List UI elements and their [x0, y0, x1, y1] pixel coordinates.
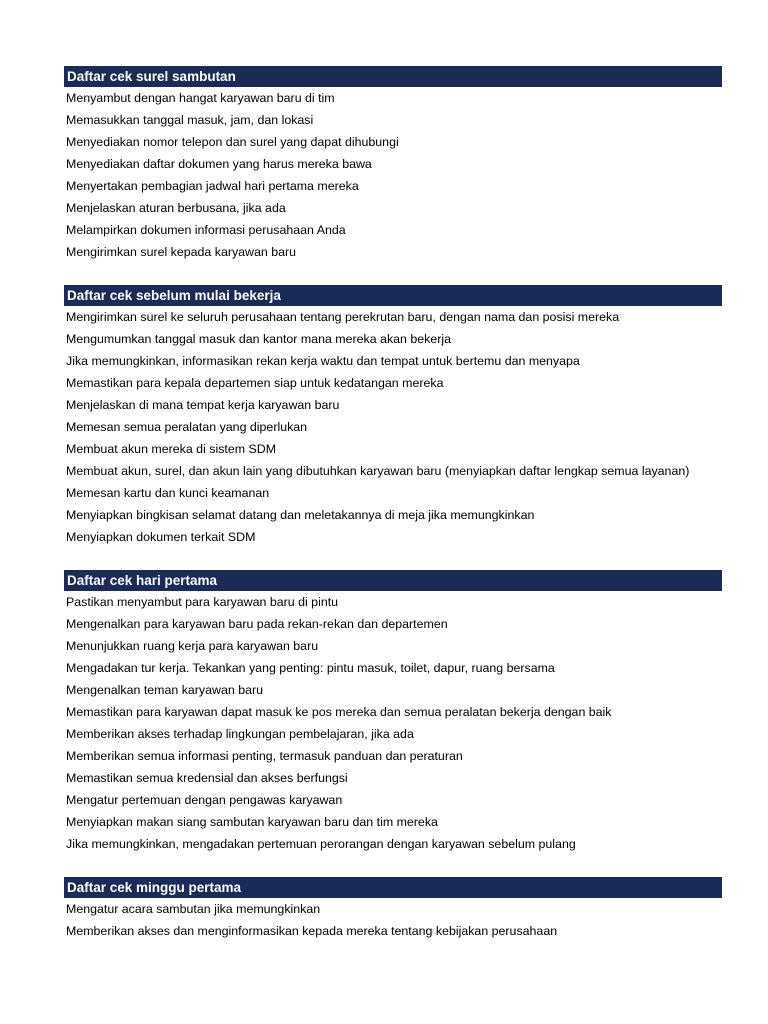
checklist-item: Memastikan para karyawan dapat masuk ke pos mereka dan semua peralatan bekerja dengan baik: [66, 705, 612, 719]
checklist-item: Memastikan semua kredensial dan akses berfungsi: [66, 771, 348, 785]
section-header: Daftar cek hari pertama: [64, 570, 722, 591]
checklist-item: Menjelaskan aturan berbusana, jika ada: [66, 201, 286, 215]
section-spacer: [64, 855, 722, 877]
checklist-item: Membuat akun mereka di sistem SDM: [66, 442, 277, 456]
section-before-start: [64, 285, 722, 548]
checklist-item: Jika memungkinkan, mengadakan pertemuan perorangan dengan karyawan sebelum pulang: [66, 837, 576, 851]
checklist-item: Memesan semua peralatan yang diperlukan: [66, 420, 308, 434]
checklist-item: Menyambut dengan hangat karyawan baru di tim: [66, 91, 335, 105]
checklist-item: Mengumumkan tanggal masuk dan kantor mana mereka akan bekerja: [66, 332, 452, 346]
checklist-item: Memasukkan tanggal masuk, jam, dan lokasi: [66, 113, 314, 127]
checklist-item: Menyiapkan dokumen terkait SDM: [66, 530, 256, 544]
checklist-item: Mengenalkan para karyawan baru pada rekan-rekan dan departemen: [66, 617, 448, 631]
section-spacer: [64, 263, 722, 285]
checklist-item: Menunjukkan ruang kerja para karyawan baru: [66, 639, 319, 653]
checklist-item: Mengadakan tur kerja. Tekankan yang penting: pintu masuk, toilet, dapur, ruang bersama: [66, 661, 555, 675]
section-first-day: [64, 570, 722, 855]
checklist-item: Menyediakan nomor telepon dan surel yang dapat dihubungi: [66, 135, 399, 149]
checklist-item: Mengatur acara sambutan jika memungkinkan: [66, 902, 321, 916]
section-header: Daftar cek minggu pertama: [64, 877, 722, 898]
checklist-item: Membuat akun, surel, dan akun lain yang dibutuhkan karyawan baru (menyiapkan daftar lengkap semua layanan): [66, 464, 690, 478]
checklist-document: [64, 66, 722, 942]
section-first-week: [64, 877, 722, 942]
checklist-item: Mengenalkan teman karyawan baru: [66, 683, 263, 697]
checklist-item: Memastikan para kepala departemen siap untuk kedatangan mereka: [66, 376, 444, 390]
checklist-item: Jika memungkinkan, informasikan rekan kerja waktu dan tempat untuk bertemu dan menyapa: [66, 354, 580, 368]
checklist-items: [64, 87, 722, 263]
checklist-item: Memesan kartu dan kunci keamanan: [66, 486, 270, 500]
section-welcome-email: [64, 66, 722, 263]
checklist-item: Memberikan semua informasi penting, termasuk panduan dan peraturan: [66, 749, 463, 763]
checklist-item: Memberikan akses terhadap lingkungan pembelajaran, jika ada: [66, 727, 414, 741]
checklist-item: Menyertakan pembagian jadwal hari pertama mereka: [66, 179, 359, 193]
checklist-item: Memberikan akses dan menginformasikan kepada mereka tentang kebijakan perusahaan: [66, 924, 558, 938]
checklist-items: [64, 306, 722, 548]
checklist-item: Pastikan menyambut para karyawan baru di pintu: [66, 595, 339, 609]
checklist-item: Melampirkan dokumen informasi perusahaan Anda: [66, 223, 346, 237]
checklist-items: [64, 898, 722, 942]
checklist-item: Mengatur pertemuan dengan pengawas karyawan: [66, 793, 343, 807]
checklist-items: [64, 591, 722, 855]
checklist-item: Menyiapkan makan siang sambutan karyawan baru dan tim mereka: [66, 815, 438, 829]
checklist-item: Menjelaskan di mana tempat kerja karyawan baru: [66, 398, 340, 412]
section-spacer: [64, 548, 722, 570]
checklist-item: Menyediakan daftar dokumen yang harus mereka bawa: [66, 157, 372, 171]
checklist-item: Menyiapkan bingkisan selamat datang dan meletakannya di meja jika memungkinkan: [66, 508, 535, 522]
section-header: Daftar cek sebelum mulai bekerja: [64, 285, 722, 306]
checklist-item: Mengirimkan surel kepada karyawan baru: [66, 245, 297, 259]
checklist-item: Mengirimkan surel ke seluruh perusahaan tentang perekrutan baru, dengan nama dan posisi mereka: [66, 310, 620, 324]
section-header: Daftar cek surel sambutan: [64, 66, 722, 87]
